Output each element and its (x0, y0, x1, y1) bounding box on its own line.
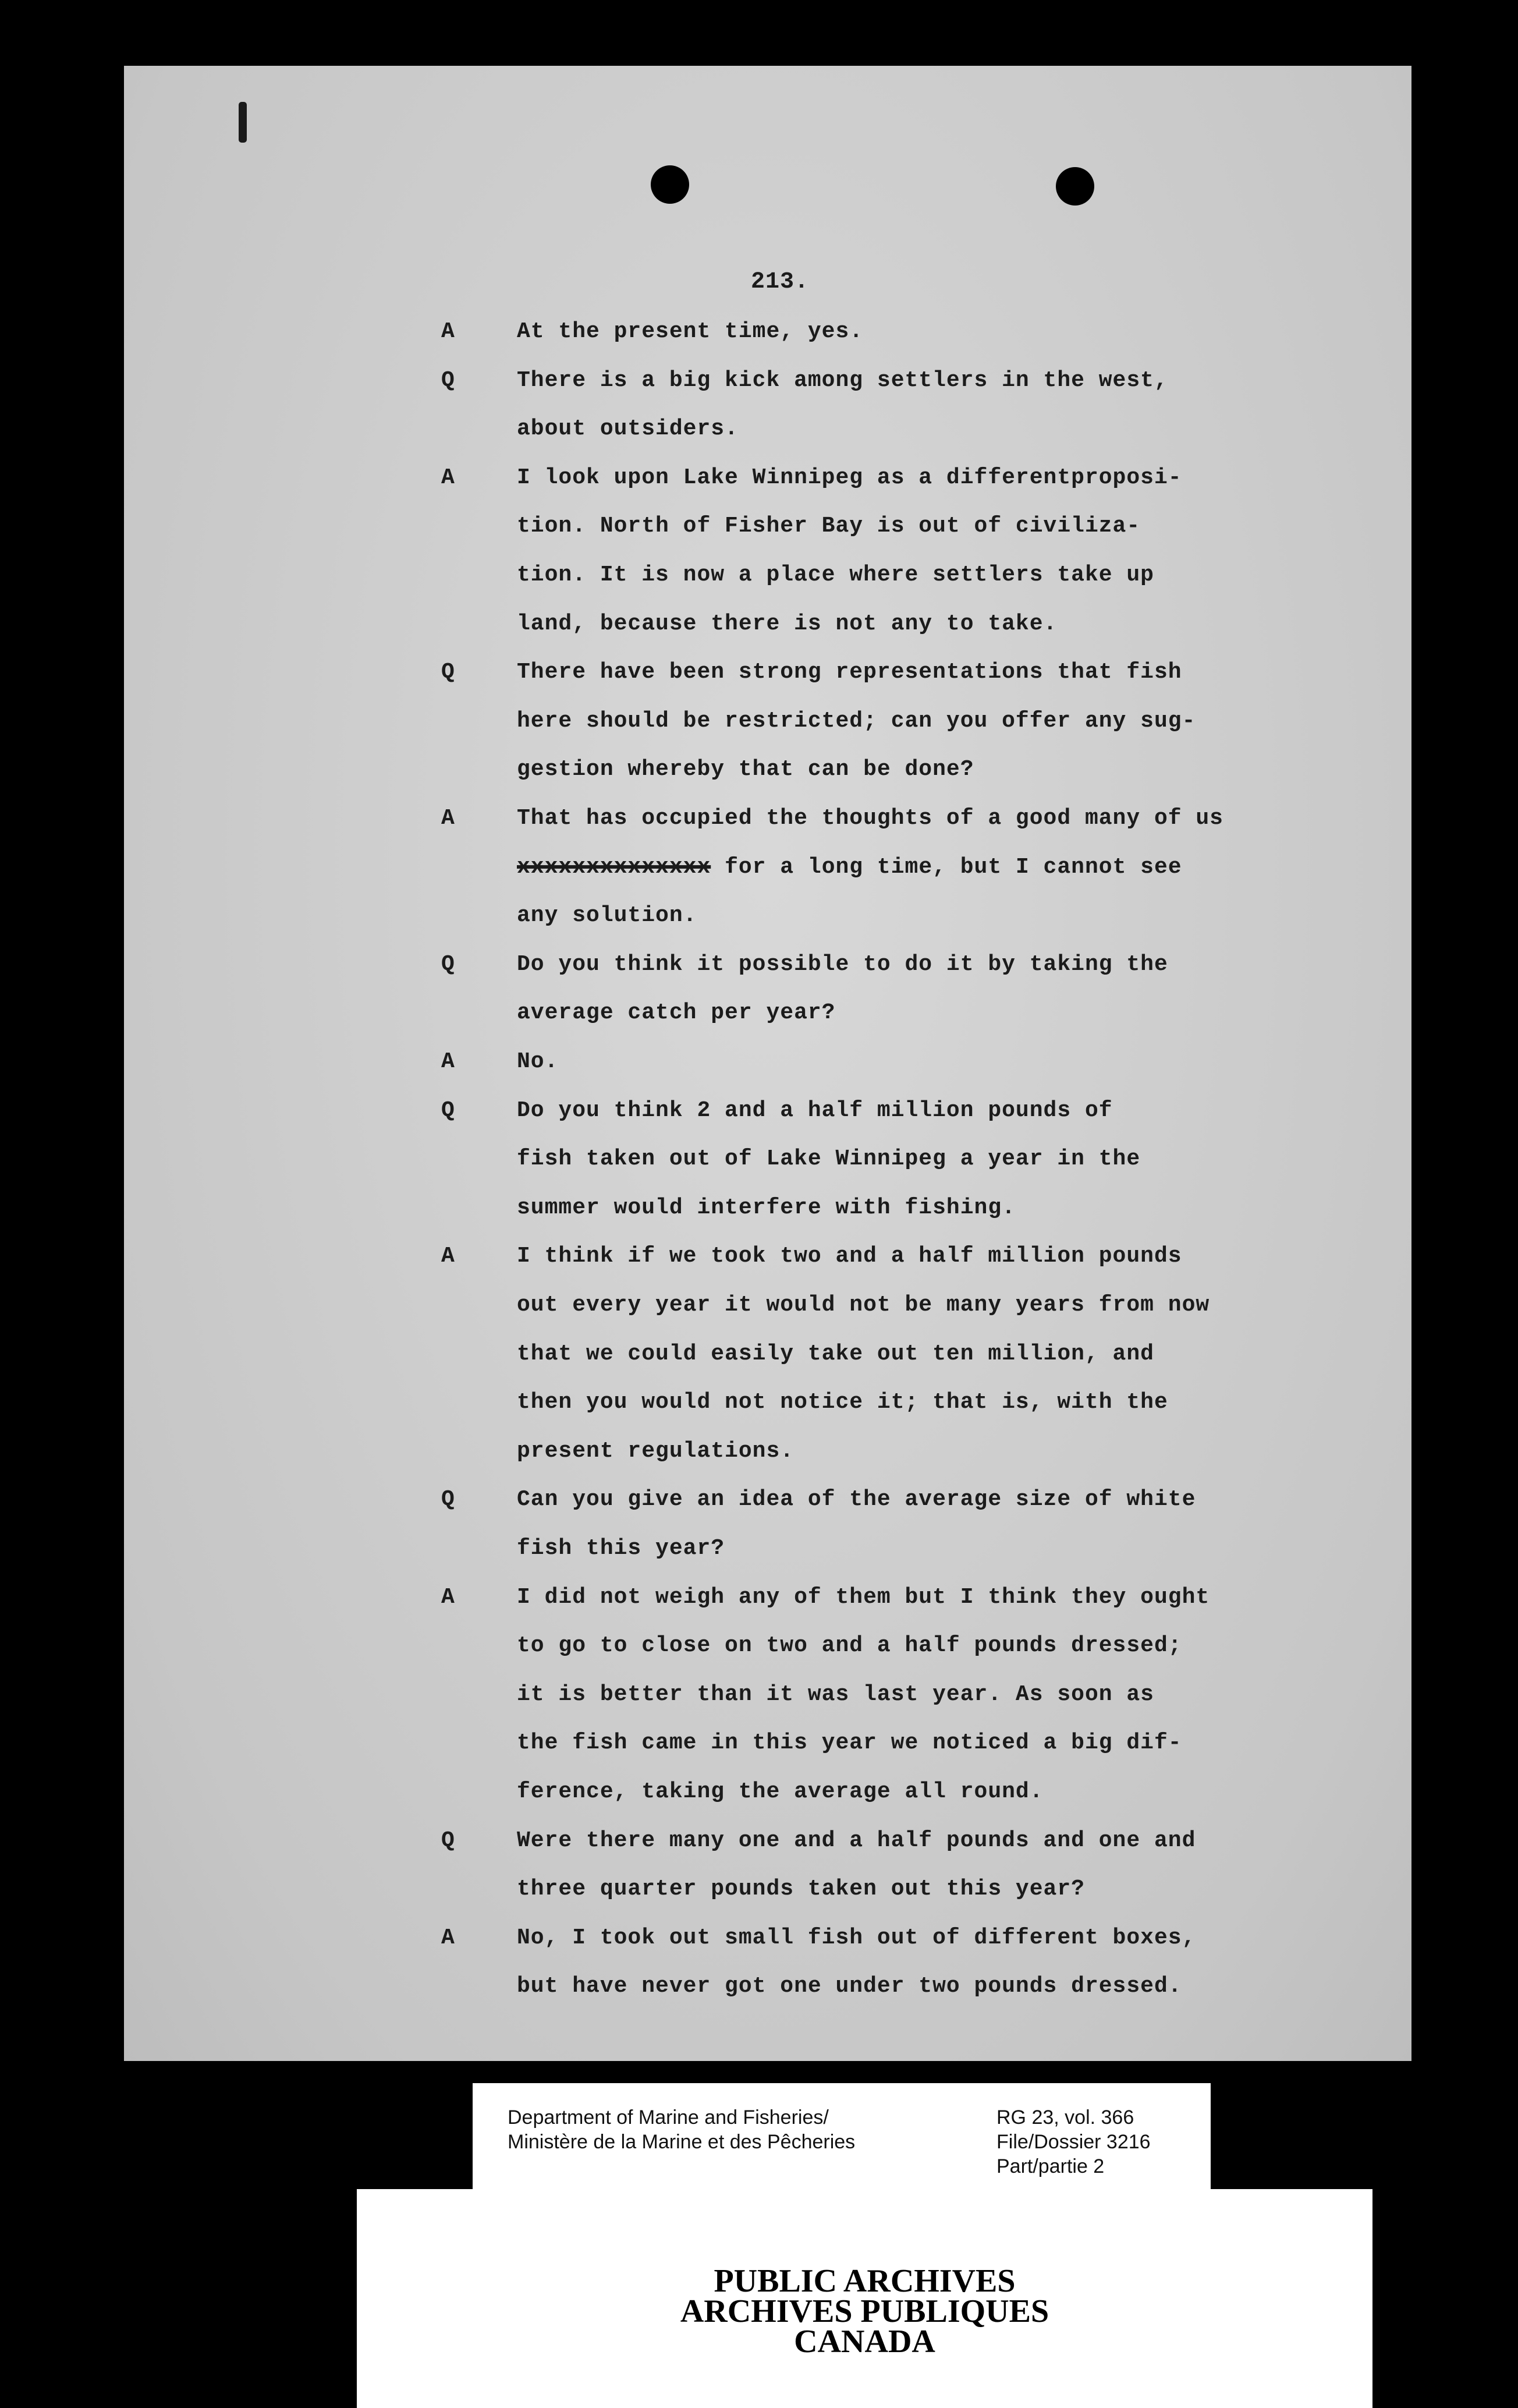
transcript-line (517, 855, 1182, 880)
page-number: 213. (751, 269, 810, 295)
answer-marker: A (441, 465, 455, 490)
transcript-line: Can you give an idea of the average size of white (517, 1487, 1196, 1513)
archives-stamp (357, 2189, 1372, 2408)
file-reference (996, 2105, 1151, 2179)
transcript-line: average catch per year? (517, 1000, 836, 1026)
punch-hole (1056, 167, 1094, 206)
transcript-line: that we could easily take out ten million, and (517, 1341, 1154, 1366)
department-name-en: Department of Marine and Fisheries/ (508, 2106, 829, 2129)
question-marker: Q (441, 1487, 455, 1513)
transcript-line: Were there many one and a half pounds and one and (517, 1828, 1196, 1853)
transcript-line: here should be restricted; can you offer any sug- (517, 708, 1196, 734)
answer-marker: A (441, 1925, 455, 1950)
transcript-line: fish taken out of Lake Winnipeg a year in the (517, 1146, 1141, 1172)
transcript-line: the fish came in this year we noticed a big dif- (517, 1730, 1182, 1756)
part-number: Part/partie 2 (996, 2155, 1105, 2177)
department-name-fr: Ministère de la Marine et des Pêcheries (508, 2131, 856, 2153)
file-number: File/Dossier 3216 (996, 2131, 1151, 2153)
question-marker: Q (441, 367, 455, 393)
transcript-line: out every year it would not be many years from now (517, 1292, 1210, 1318)
transcript-line: There is a big kick among settlers in the west, (517, 367, 1168, 393)
transcript-line: No, I took out small fish out of different boxes, (517, 1925, 1196, 1950)
answer-marker: A (441, 1584, 455, 1610)
transcript-line: That has occupied the thoughts of a good many of us (517, 806, 1223, 831)
transcript-line: Do you think it possible to do it by taking the (517, 951, 1168, 977)
stamp-line-3: CANADA (794, 2324, 935, 2360)
transcript-line: No. (517, 1049, 559, 1074)
transcript-line: At the present time, yes. (517, 319, 864, 344)
edge-mark (239, 102, 247, 143)
document-page (124, 66, 1411, 2061)
struck-text: xxxxxxxxxxxxxx (517, 854, 711, 880)
answer-marker: A (441, 806, 455, 831)
transcript-line: present regulations. (517, 1438, 795, 1464)
transcript-line: tion. It is now a place where settlers take up (517, 562, 1154, 587)
transcript-line: to go to close on two and a half pounds dressed; (517, 1633, 1182, 1659)
answer-marker: A (441, 1049, 455, 1074)
transcript-line: any solution. (517, 903, 697, 929)
transcript-line: gestion whereby that can be done? (517, 757, 974, 782)
transcript-line: three quarter pounds taken out this year? (517, 1876, 1085, 1902)
department-names (508, 2105, 855, 2154)
stamp-line-1: PUBLIC ARCHIVES (714, 2263, 1016, 2299)
transcript-line: fish this year? (517, 1536, 725, 1561)
transcript-line: I think if we took two and a half million pounds (517, 1244, 1182, 1269)
transcript-line: but have never got one under two pounds dressed. (517, 1974, 1182, 1999)
transcript-line: summer would interfere with fishing. (517, 1195, 1016, 1220)
stamp-line-2: ARCHIVES PUBLIQUES (680, 2293, 1049, 2329)
transcript-line: about outsiders. (517, 416, 739, 442)
transcript-line: Do you think 2 and a half million pounds of (517, 1097, 1113, 1123)
answer-marker: A (441, 1244, 455, 1269)
transcript-line: I look upon Lake Winnipeg as a differentproposi- (517, 465, 1182, 490)
line-text: for a long time, but I cannot see (711, 854, 1182, 880)
question-marker: Q (441, 951, 455, 977)
transcript-line: I did not weigh any of them but I think they ought (517, 1584, 1210, 1610)
transcript-line: tion. North of Fisher Bay is out of civiliza- (517, 514, 1141, 539)
question-marker: Q (441, 1828, 455, 1853)
transcript-line: ference, taking the average all round. (517, 1779, 1044, 1804)
transcript-line: then you would not notice it; that is, with the (517, 1390, 1168, 1415)
transcript-line: There have been strong representations that fish (517, 660, 1182, 685)
punch-hole (651, 165, 689, 204)
question-marker: Q (441, 1097, 455, 1123)
question-marker: Q (441, 660, 455, 685)
answer-marker: A (441, 319, 455, 344)
record-group: RG 23, vol. 366 (996, 2106, 1134, 2129)
transcript-line: land, because there is not any to take. (517, 611, 1058, 636)
transcript-line: it is better than it was last year. As soon as (517, 1681, 1154, 1707)
